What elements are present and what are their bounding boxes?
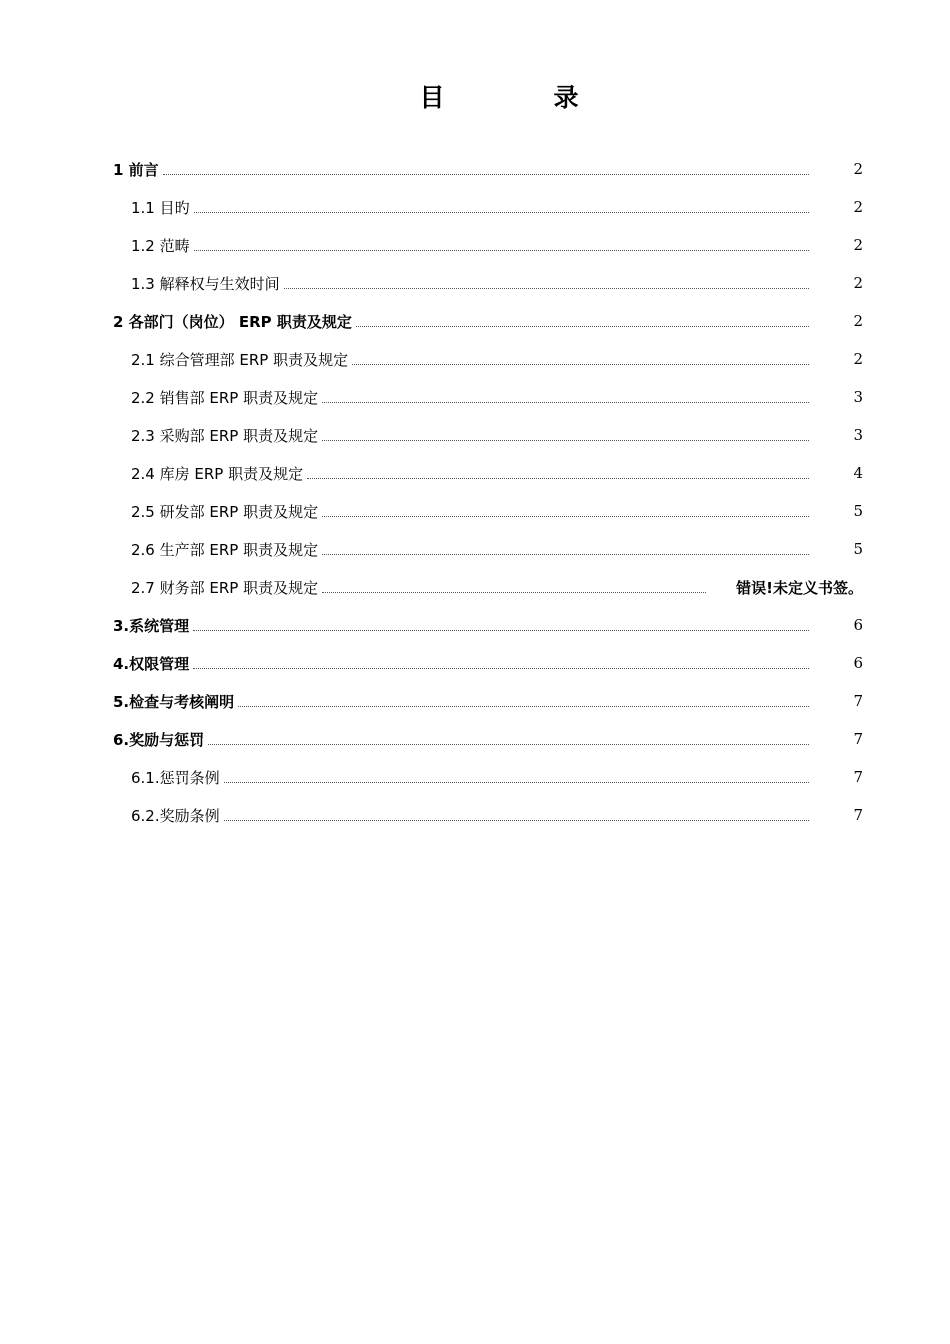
toc-title: 目 录 [419,83,621,112]
toc-entry-1-1[interactable] [113,188,863,226]
toc-leader [163,160,809,175]
toc-entry-1[interactable] [113,150,863,188]
toc-entry-label: 6.奖励与惩罚 [113,730,205,749]
toc-entry-2-5[interactable] [113,492,863,530]
toc-entry-label: 3.系统管理 [113,616,190,635]
toc-page-number: 2 [853,236,863,254]
toc-page-number: 7 [853,806,863,824]
toc-leader [208,730,809,745]
toc-entry-label: 1.1 目旳 [131,198,190,217]
toc-entry-2-6[interactable] [113,530,863,568]
toc-entry-label: 2.1 综合管理部 ERP 职责及规定 [131,350,349,369]
toc-leader [193,616,809,631]
toc-leader [224,806,809,821]
toc-page-number: 2 [853,350,863,368]
toc-entry-label: 4.权限管理 [113,654,190,673]
toc-entry-5[interactable] [113,682,863,720]
toc-entry-2-1[interactable] [113,340,863,378]
toc-entry-label: 2.4 库房 ERP 职责及规定 [131,464,304,483]
toc-leader [307,464,809,479]
toc-page-number: 2 [853,198,863,216]
toc-error-bookmark: 错误!未定义书签。 [736,578,863,597]
toc-entry-2-2[interactable] [113,378,863,416]
toc-entry-label: 2.2 销售部 ERP 职责及规定 [131,388,319,407]
toc-entry-1-3[interactable] [113,264,863,302]
toc-entry-6-2[interactable] [113,796,863,834]
toc-leader [322,540,809,555]
toc-leader [284,274,809,289]
toc-entry-4[interactable] [113,644,863,682]
toc-entry-1-2[interactable] [113,226,863,264]
toc-page-number: 7 [853,692,863,710]
toc-entry-label: 1 前言 [113,160,159,179]
toc-leader [194,198,809,213]
toc-entry-label: 1.3 解释权与生效时间 [131,274,280,293]
toc-entry-label: 5.检查与考核阐明 [113,692,235,711]
toc-leader [322,502,809,517]
toc-entry-2-3[interactable] [113,416,863,454]
toc-page-number: 7 [853,730,863,748]
toc-page-number: 7 [853,768,863,786]
toc-leader [193,654,809,669]
toc-leader [322,578,706,593]
toc-entry-3[interactable] [113,606,863,644]
toc-entry-label: 6.2.奖励条例 [131,806,220,825]
toc-list [113,150,863,834]
toc-page-number: 2 [853,274,863,292]
toc-entry-label: 2.5 研发部 ERP 职责及规定 [131,502,319,521]
toc-page-number: 6 [853,616,863,634]
toc-leader [356,312,809,327]
toc-entry-6[interactable] [113,720,863,758]
toc-page-number: 4 [853,464,863,482]
toc-entry-2[interactable] [113,302,863,340]
toc-leader [322,388,809,403]
toc-leader [352,350,809,365]
toc-page-number: 6 [853,654,863,672]
toc-entry-2-7[interactable] [113,568,863,606]
toc-entry-label: 2.6 生产部 ERP 职责及规定 [131,540,319,559]
toc-entry-label: 2 各部门（岗位） ERP 职责及规定 [113,312,352,331]
toc-entry-2-4[interactable] [113,454,863,492]
toc-leader [238,692,809,707]
toc-entry-label: 2.3 采购部 ERP 职责及规定 [131,426,319,445]
toc-page-number: 3 [853,388,863,406]
toc-leader [322,426,809,441]
toc-page-number: 3 [853,426,863,444]
toc-entry-label: 6.1.惩罚条例 [131,768,220,787]
toc-page-number: 2 [853,160,863,178]
toc-page-number: 2 [853,312,863,330]
toc-page-number: 5 [853,540,863,558]
toc-entry-6-1[interactable] [113,758,863,796]
toc-leader [224,768,809,783]
toc-page-number: 5 [853,502,863,520]
toc-leader [194,236,809,251]
toc-entry-label: 1.2 范畴 [131,236,190,255]
toc-entry-label: 2.7 财务部 ERP 职责及规定 [131,578,319,597]
